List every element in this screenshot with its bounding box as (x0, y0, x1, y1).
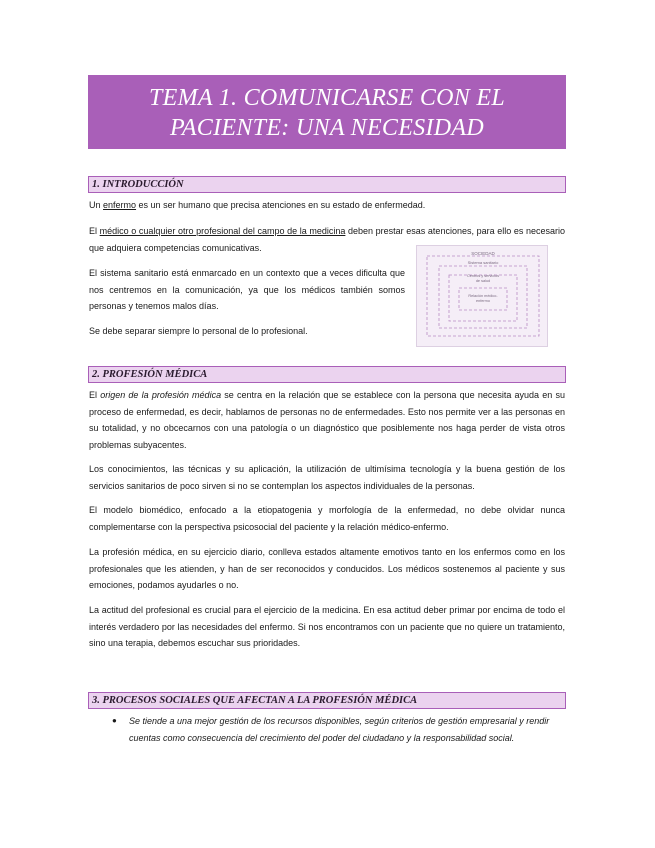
section-header-procesos-sociales: 3. PROCESOS SOCIALES QUE AFECTAN A LA PROFESIÓN MÉDICA (88, 692, 566, 709)
diagram-label-inner-1: Centros y servicios (466, 274, 500, 278)
profesion-paragraph-1: El origen de la profesión médica se centra en la relación que se establece con la persona que necesita ayuda en su proceso de enfermedad, es decir, hablamos de personas no de enfermedades. Esto nos permite ver a las personas en su totalidad, y no obcecarnos con una patología o un diagnóstico que posiblemente nos haga perder de vista otros problemas subyacentes. (89, 390, 565, 450)
diagram-label-core-1: Relación médico- (468, 294, 498, 298)
diagram-label-outer: SOCIEDAD (471, 251, 495, 256)
diagram-label-inner-2: de salud (475, 279, 491, 283)
profesion-paragraph-3: El modelo biomédico, enfocado a la etiopatogenia y morfología de la enfermedad, no debe olvidar nunca complementarse con la perspectiva psicosocial del paciente y la relación médico-enfermo. (89, 505, 565, 532)
nested-context-diagram (417, 246, 547, 346)
document-title (88, 75, 566, 149)
intro-paragraph-1: Un enfermo es un ser humano que precisa atenciones en su estado de enfermedad. (89, 200, 426, 210)
diagram-label-mid: Sistema sanitario (467, 260, 499, 265)
bullet-text: Se tiende a una mejor gestión de los recursos disponibles, según criterios de gestión empresarial y rendir cuentas como consecuencia del crecimiento del poder del ciudadano y la responsabilidad social. (129, 716, 550, 743)
list-item (112, 713, 562, 746)
section-header-profesion-medica: 2. PROFESIÓN MÉDICA (88, 366, 566, 383)
intro-paragraph-3: El sistema sanitario está enmarcado en un contexto que a veces dificulta que nos centremos en la comunicación, ya que los médicos también somos personas y tenemos malos días. (89, 268, 405, 311)
intro-paragraph-2: El médico o cualquier otro profesional del campo de la medicina deben prestar esas atenciones, para ello es necesario que adquiera competencias comunicativas. (89, 226, 566, 253)
profesion-paragraph-5: La actitud del profesional es crucial para el ejercicio de la medicina. En esa actitud deber primar por encima de todo el interés verdadero por las necesidades del enfermo. Si nos encontramos con un paciente que no quiere un tratamiento, sino una terapia, debemos escuchar sus prioridades. (89, 605, 565, 648)
profesion-paragraph-4: La profesión médica, en su ejercicio diario, conlleva estados altamente emotivos tanto en los enfermos como en los profesionales que les atienden, y han de ser reconocidos y conducidos. Los médicos sostenemos al paciente y sus emociones, podamos ayudarles o no. (89, 547, 565, 590)
title-line-2: PACIENTE: UNA NECESIDAD (169, 115, 484, 141)
section-header-introduccion: 1. INTRODUCCIÓN (88, 176, 566, 193)
diagram-label-core-2: enfermo (476, 299, 490, 303)
profesion-paragraph-2: Los conocimientos, las técnicas y su aplicación, la utilización de ultimísima tecnología y la buena gestión de los servicios sanitarios de poco sirven si no se contemplan los aspectos individuales de la personas. (89, 464, 565, 491)
title-line-1: TEMA 1. COMUNICARSE CON EL (148, 85, 506, 111)
context-diagram (416, 245, 548, 347)
intro-paragraph-4: Se debe separar siempre lo personal de lo profesional. (89, 326, 308, 336)
bullet-icon: ● (112, 716, 117, 725)
